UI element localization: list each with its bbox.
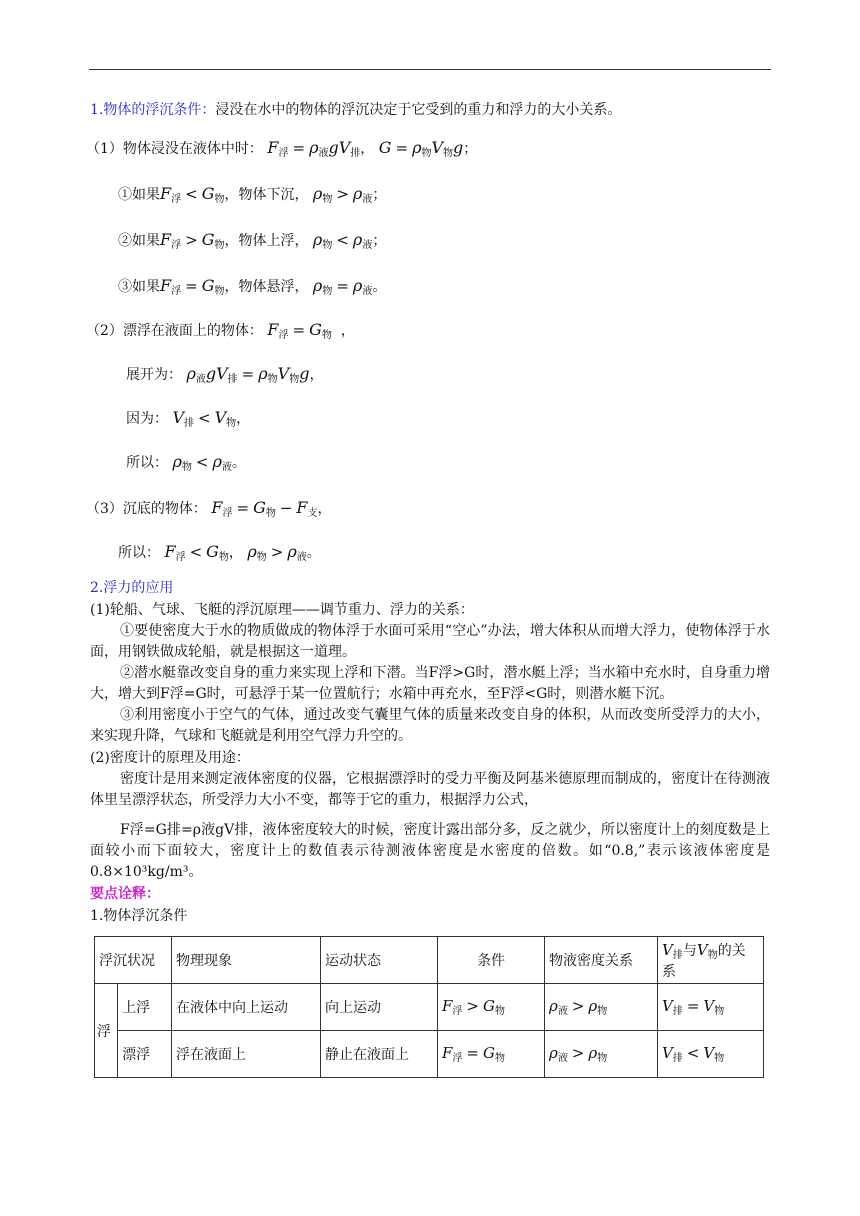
header-relation-text: 的关系 [662,942,746,980]
c3-text: ，物体悬浮， [224,279,309,295]
header-cell-relation: $V_排$与$V_物$的关系 [658,937,764,984]
header-cell: 浮沉状况 [95,937,172,984]
condition-cell: $F_浮 > G_物$ [438,984,545,1031]
density-cell: $\rho_液 > \rho_物$ [545,984,658,1031]
section2-s2b: F浮=G排=ρ液gV排，液体密度较大的时候，密度计露出部分多，反之就少，所以密度计上的刻度数是上面较小而下面较大，密度计上的数值表示待测液体密度是水密度的倍数。如“0.8,”表示该液体密度是0.8×10³kg/m³。 [90,822,770,880]
key-points-heading: 要点诠释： [90,886,160,902]
volume-cell: $V_排 < V_物$ [658,1031,764,1078]
condition-immersed: （1）物体浸没在液体中时： $F_浮 = \rho_液gV_排$， $G = \rho_物V_物g$； [86,138,478,159]
p3-so: 所以： [118,545,160,561]
phenomenon-cell: 浮在液面上 [172,1031,321,1078]
floating-so: 所以： $\rho_物 < \rho_液$。 [126,452,246,473]
section2-s1b: ②潜水艇靠改变自身的重力来实现上浮和下潜。当F浮>G时，潜水艇上浮；当水箱中充水时，自身重力增大，增大到F浮=G时，可悬浮于某一位置航行；水箱中再充水，至F浮<G时，则潜水艇下沉。 [90,665,770,702]
motion-cell: 静止在液面上 [321,1031,438,1078]
section1-intro: 浸没在水中的物体的浮沉决定于它受到的重力和浮力的大小关系。 [215,102,622,118]
section2-heading: 2.浮力的应用 [90,580,174,596]
group-cell: 浮 [95,984,118,1078]
header-rule [89,69,771,70]
condition-sink: ①如果$F_浮 < G_物$，物体下沉， $\rho_物 > \rho_液$； [118,184,387,205]
section2-s1a: ①要使密度大于水的物质做成的物体浮于水面可采用“空心”办法，增大体积从而增大浮力，使物体浮于水面，用钢铁做成轮船，就是根据这一道理。 [90,623,770,660]
p2-so: 所以： [126,455,168,471]
condition-floating: （2）漂浮在液面上的物体： $F_浮 = G_物$ ， [86,320,355,341]
section2-s2: (2)密度计的原理及用途： [90,750,250,766]
motion-cell: 向上运动 [321,984,438,1031]
header-cell: 条件 [438,937,545,984]
header-cell: 运动状态 [321,937,438,984]
phenomenon-cell: 在液体中向上运动 [172,984,321,1031]
floating-because: 因为： $V_排 < V_物$， [126,408,251,429]
c1-text: ，物体下沉， [224,187,309,203]
section2-s1c: ③利用密度小于空气的气体，通过改变气囊里气体的质量来改变自身的体积，从而改变所受浮力的大小，来实现升降，气球和飞艇就是利用空气浮力升空的。 [90,707,770,744]
p1-label: （1）物体浸没在液体中时： [86,141,263,157]
c2-label: ②如果 [118,233,160,249]
floating-expand: 展开为： $\rho_液gV_排 = \rho_物V_物g$， [126,364,324,385]
condition-rise: ②如果$F_浮 > G_物$，物体上浮， $\rho_物 < \rho_液$； [118,230,387,251]
buoyancy-table [94,936,764,1078]
table-header-row [95,937,764,984]
condition-cell: $F_浮 = G_物$ [438,1031,545,1078]
condition-suspend: ③如果$F_浮 = G_物$，物体悬浮， $\rho_物 = \rho_液$。 [118,276,387,297]
p2-label: （2）漂浮在液面上的物体： [86,323,263,339]
density-cell: $\rho_液 > \rho_物$ [545,1031,658,1078]
section1-title [90,100,621,120]
table-row [95,1031,764,1078]
state-cell: 上浮 [118,984,172,1031]
table-row [95,984,764,1031]
section2-s2a: 密度计是用来测定液体密度的仪器，它根据漂浮时的受力平衡及阿基米德原理而制成的，密度计在待测液体里呈漂浮状态，所受浮力大小不变，都等于它的重力，根据浮力公式， [90,771,770,808]
p2-because: 因为： [126,411,168,427]
c3-label: ③如果 [118,279,160,295]
header-cell: 物理现象 [172,937,321,984]
section1-heading: 1.物体的浮沉条件： [90,102,216,118]
section2-s1: (1)轮船、气球、飞艇的浮沉原理——调节重力、浮力的关系： [90,602,474,618]
key-points-sub: 1.物体浮沉条件 [90,908,188,924]
state-cell: 漂浮 [118,1031,172,1078]
p2-expand: 展开为： [126,367,182,383]
volume-cell: $V_排 = V_物$ [658,984,764,1031]
c2-text: ，物体上浮， [224,233,309,249]
c1-label: ①如果 [118,187,160,203]
header-cell: 物液密度关系 [545,937,658,984]
p3-label: （3）沉底的物体： [86,501,207,517]
bottom-so: 所以： $F_浮 < G_物$， $\rho_物 > \rho_液$。 [118,542,321,563]
condition-bottom: （3）沉底的物体： $F_浮 = G_物 - F_支$， [86,498,332,519]
